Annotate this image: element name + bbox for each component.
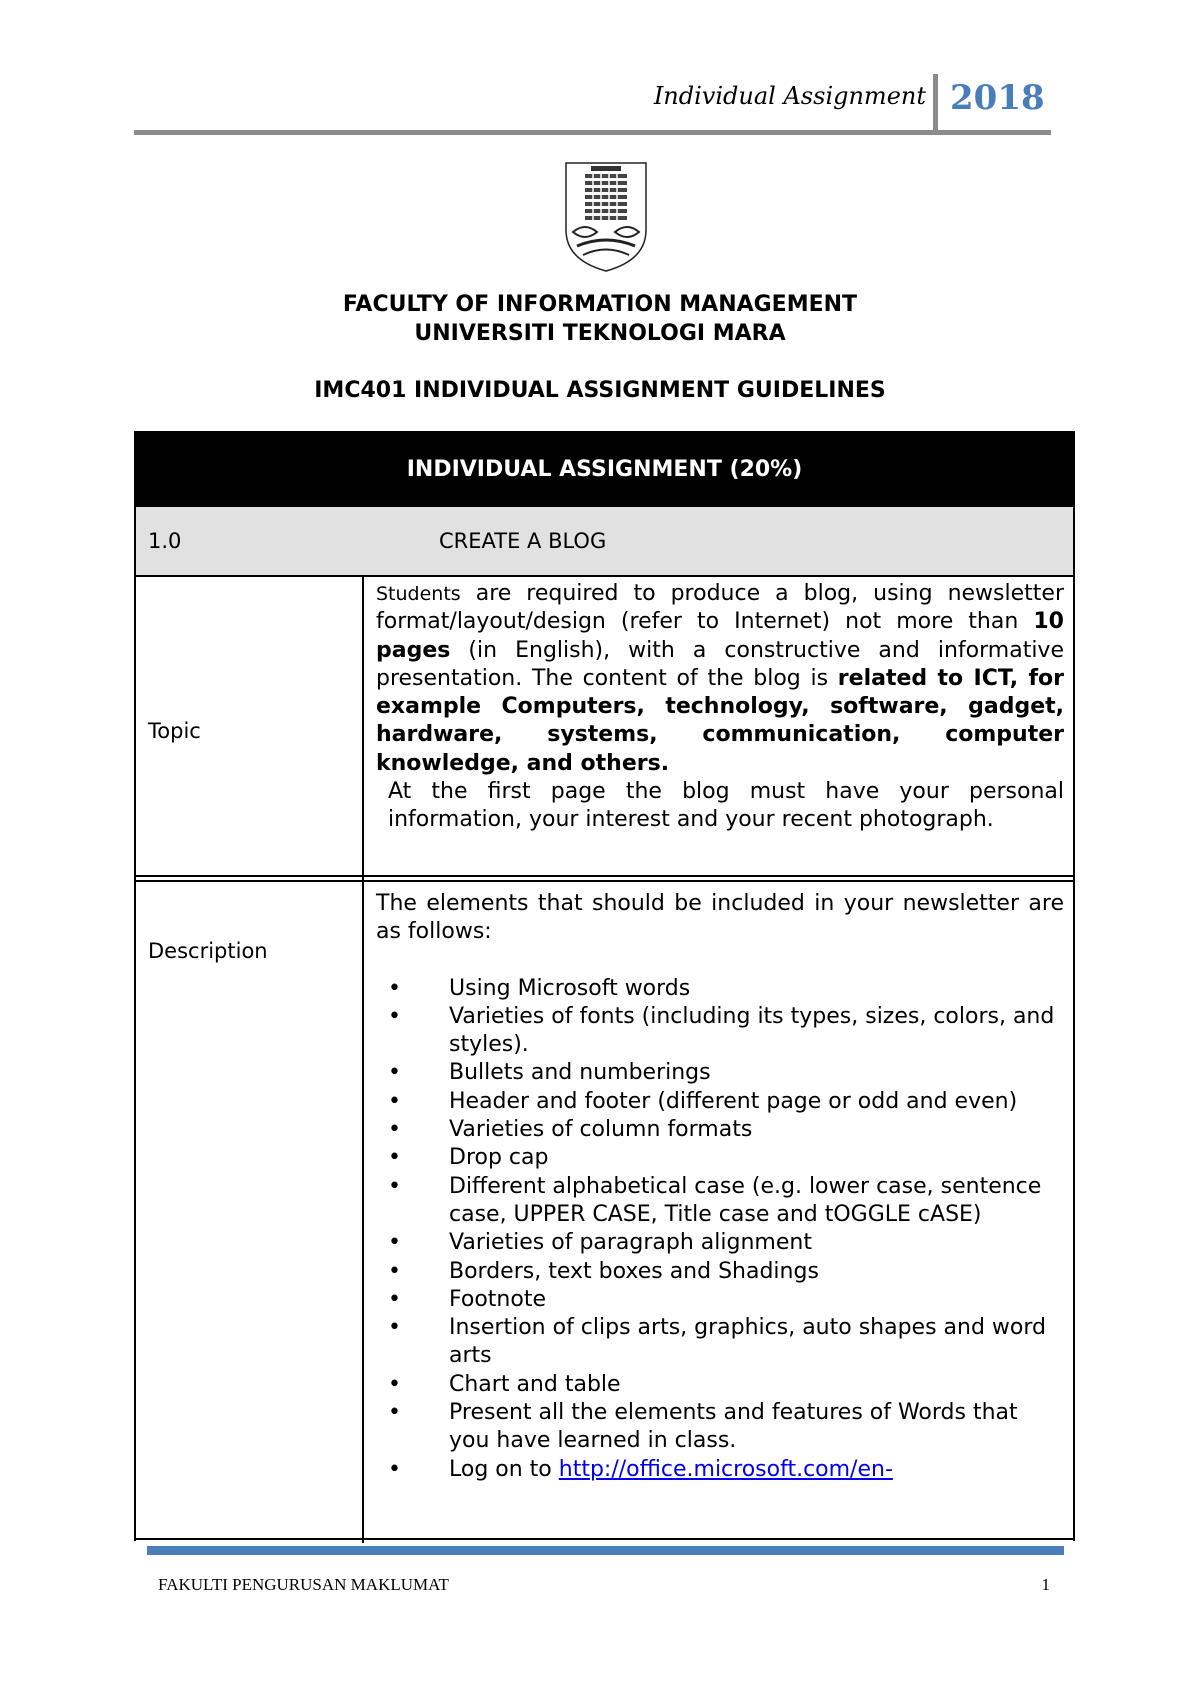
- list-item: • Varieties of column formats: [376, 1116, 1064, 1144]
- topic-lead-word: Students: [376, 583, 461, 605]
- guidelines-heading: IMC401 INDIVIDUAL ASSIGNMENT GUIDELINES: [314, 378, 886, 403]
- list-item: • Varieties of paragraph alignment: [376, 1229, 1064, 1257]
- list-item-link: [376, 1456, 1064, 1484]
- header-year: 2018: [950, 78, 1045, 118]
- topic-ict-examples: related to ICT, for example Computers, technology, software, gadget, hardware, systems, communication, computer knowledge, and others.: [376, 665, 1065, 776]
- section-row: [136, 505, 1073, 577]
- list-item: • Drop cap: [376, 1144, 1064, 1172]
- list-item: • Bullets and numberings: [376, 1059, 1064, 1087]
- list-item: • Using Microsoft words: [376, 975, 1064, 1003]
- office-link[interactable]: http://office.microsoft.com/en-: [558, 1456, 893, 1482]
- row-divider-bottom: [136, 880, 1073, 882]
- footer-bar: [147, 1546, 1064, 1555]
- list-item: • Chart and table: [376, 1371, 1064, 1399]
- topic-text-1: are required to produce a blog, using newsletter format/layout/design (refer to Internet) not more than: [376, 581, 1064, 635]
- description-intro: The elements that should be included in your newsletter are as follows:: [376, 891, 1064, 945]
- topic-first-page-note: At the first page the blog must have your personal information, your interest and your recent photograph.: [388, 779, 1064, 833]
- list-item: • Borders, text boxes and Shadings: [376, 1258, 1064, 1286]
- assignment-table: [134, 431, 1075, 1541]
- list-item: • Footnote: [376, 1286, 1064, 1314]
- university-crest-logo: [563, 160, 649, 274]
- list-item: • Present all the elements and features of Words that you have learned in class.: [376, 1399, 1064, 1456]
- topic-label: Topic: [148, 719, 201, 743]
- list-item: • Varieties of fonts (including its types, sizes, colors, and styles).: [376, 1003, 1064, 1060]
- table-header-row: [136, 433, 1073, 505]
- table-header-text: INDIVIDUAL ASSIGNMENT (20%): [406, 456, 803, 482]
- topic-pages: 10 pages: [376, 609, 1064, 663]
- page-number: 1: [1041, 1575, 1050, 1594]
- university-heading: UNIVERSITI TEKNOLOGI MARA: [414, 321, 786, 346]
- topic-cell: [376, 580, 1064, 835]
- footer-faculty: FAKULTI PENGURUSAN MAKLUMAT: [158, 1575, 449, 1594]
- elements-list: [376, 975, 1064, 1484]
- header-separator: [933, 74, 938, 132]
- faculty-heading: FACULTY OF INFORMATION MANAGEMENT: [342, 292, 858, 317]
- description-label: Description: [148, 939, 268, 963]
- list-item: • Different alphabetical case (e.g. lower case, sentence case, UPPER CASE, Title case and tOGGLE cASE): [376, 1173, 1064, 1230]
- header-rule: [134, 130, 1051, 135]
- section-title: CREATE A BLOG: [439, 529, 607, 553]
- list-item: • Insertion of clips arts, graphics, auto shapes and word arts: [376, 1314, 1064, 1371]
- section-number: 1.0: [148, 529, 182, 553]
- topic-text-2: (in English), with a constructive and informative presentation. The content of the blog is: [376, 637, 1064, 691]
- list-item: • Header and footer (different page or odd and even): [376, 1088, 1064, 1116]
- row-divider-top: [136, 875, 1073, 877]
- column-divider: [362, 577, 364, 1543]
- header-title: Individual Assignment: [653, 82, 926, 110]
- description-cell: [376, 890, 1064, 1484]
- topic-paragraph: [376, 580, 1064, 778]
- link-prefix: Log on to: [449, 1456, 559, 1482]
- table-bottom-border: [134, 1538, 1075, 1540]
